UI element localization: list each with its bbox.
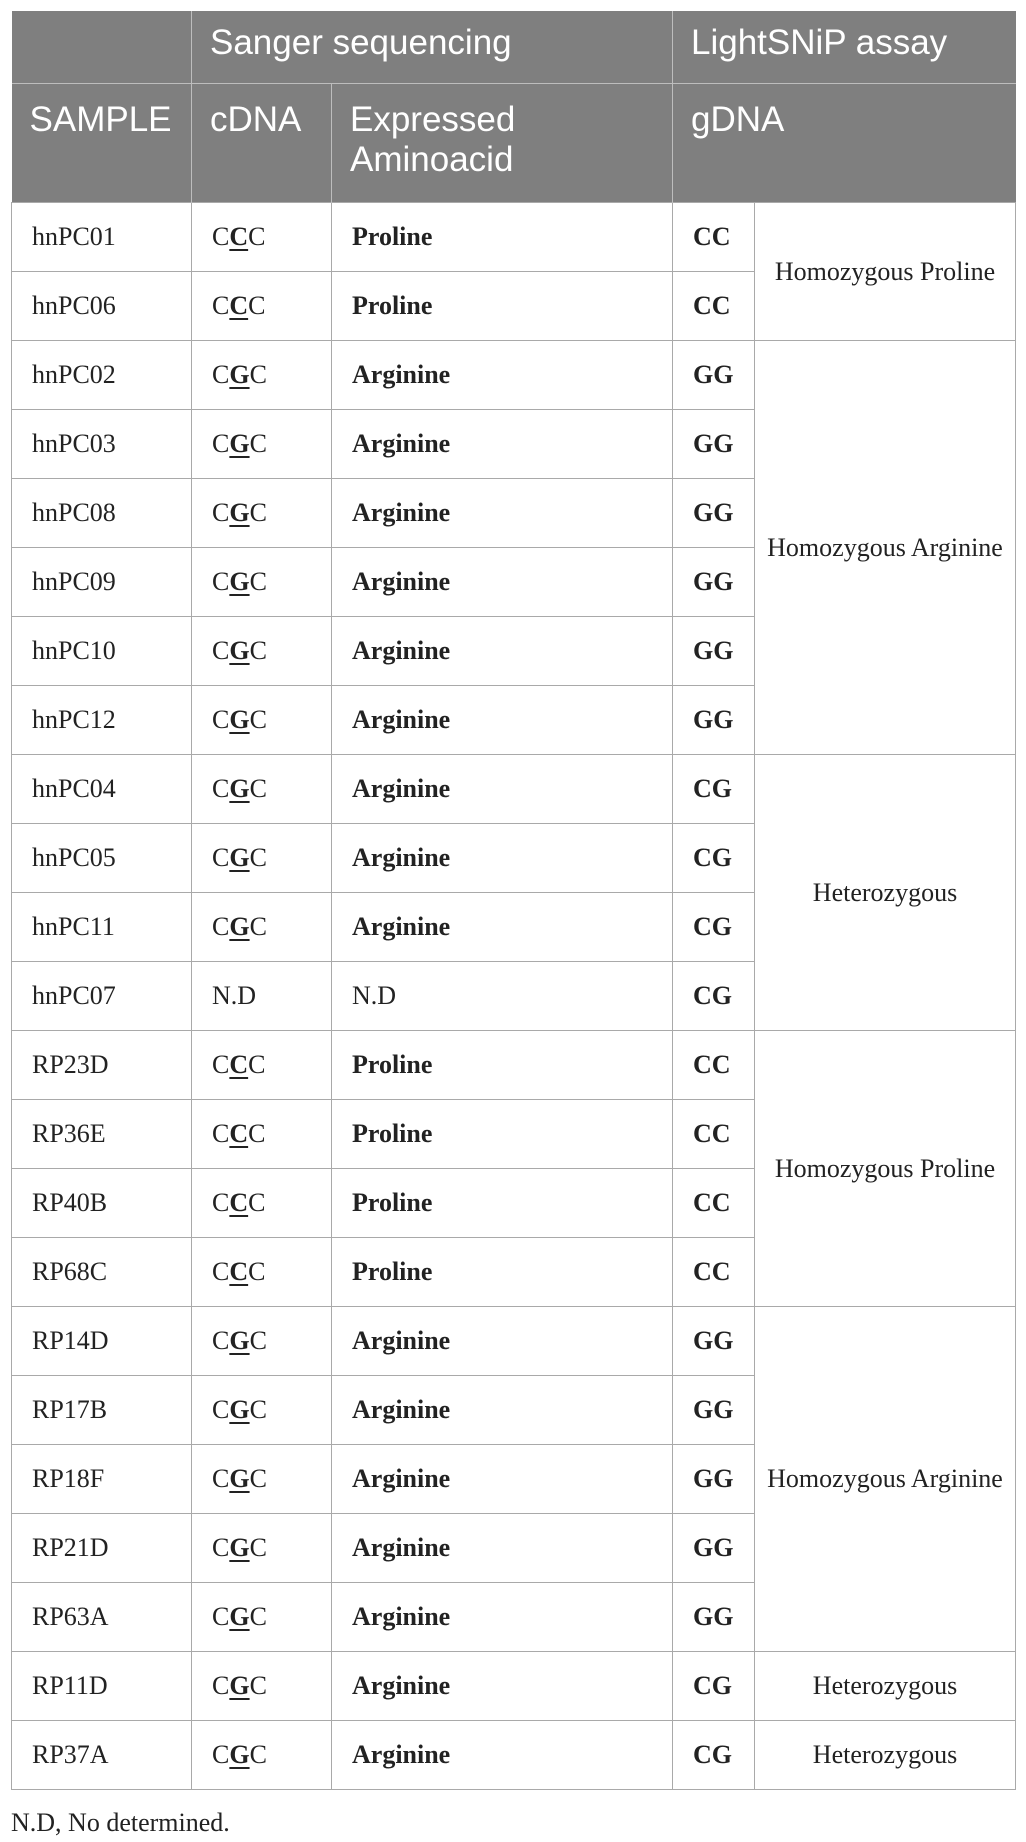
codon-base: C bbox=[248, 1188, 266, 1217]
header-gdna: gDNA bbox=[673, 84, 1016, 203]
cdna-cell bbox=[192, 1514, 332, 1583]
snp-base: G bbox=[229, 1464, 250, 1493]
codon-base: C bbox=[249, 1464, 267, 1493]
sample-cell: RP18F bbox=[12, 1445, 192, 1514]
snp-base: G bbox=[229, 636, 250, 665]
codon-base: C bbox=[248, 291, 266, 320]
footnote: N.D, No determined. bbox=[11, 1808, 230, 1837]
header-expressed-aminoacid: Expressed Aminoacid bbox=[332, 84, 673, 203]
sample-cell: hnPC04 bbox=[12, 755, 192, 824]
cdna-cell bbox=[192, 548, 332, 617]
genotype-call-cell: Heterozygous bbox=[755, 1652, 1016, 1721]
codon-base: C bbox=[212, 912, 230, 941]
codon-base: C bbox=[212, 1395, 230, 1424]
table-row bbox=[12, 1307, 1016, 1376]
gdna-cell: GG bbox=[673, 617, 755, 686]
cdna-cell bbox=[192, 893, 332, 962]
sample-cell: hnPC12 bbox=[12, 686, 192, 755]
snp-base: C bbox=[229, 1257, 249, 1286]
gdna-cell: CG bbox=[673, 893, 755, 962]
table-row bbox=[12, 1721, 1016, 1790]
snp-base: G bbox=[229, 1740, 250, 1769]
snp-base: G bbox=[229, 1395, 250, 1424]
codon-base: C bbox=[212, 774, 230, 803]
table-row bbox=[12, 1652, 1016, 1721]
aminoacid-cell: Proline bbox=[332, 272, 673, 341]
sample-cell: RP68C bbox=[12, 1238, 192, 1307]
genotype-call-cell: Homozygous Arginine bbox=[755, 1307, 1016, 1652]
aminoacid-cell: Arginine bbox=[332, 410, 673, 479]
header-column-row bbox=[12, 84, 1016, 203]
snp-base: G bbox=[229, 843, 250, 872]
codon-base: C bbox=[249, 429, 267, 458]
codon-base: C bbox=[249, 1671, 267, 1700]
snp-base: G bbox=[229, 705, 250, 734]
cdna-cell bbox=[192, 410, 332, 479]
cdna-cell bbox=[192, 1238, 332, 1307]
gdna-cell: GG bbox=[673, 1307, 755, 1376]
codon-base: C bbox=[249, 360, 267, 389]
codon-base: C bbox=[212, 1050, 230, 1079]
sample-cell: hnPC09 bbox=[12, 548, 192, 617]
codon-base: C bbox=[249, 498, 267, 527]
aminoacid-cell: Proline bbox=[332, 1169, 673, 1238]
sample-cell: RP21D bbox=[12, 1514, 192, 1583]
genotype-call-cell: Homozygous Proline bbox=[755, 1031, 1016, 1307]
table-row bbox=[12, 341, 1016, 410]
snp-base: G bbox=[229, 429, 250, 458]
codon-base: C bbox=[249, 1602, 267, 1631]
aminoacid-cell: Proline bbox=[332, 1031, 673, 1100]
snp-base: C bbox=[229, 222, 249, 251]
table-row bbox=[12, 1031, 1016, 1100]
snp-base: G bbox=[229, 774, 250, 803]
aminoacid-cell: Arginine bbox=[332, 1583, 673, 1652]
cdna-cell bbox=[192, 686, 332, 755]
aminoacid-cell: Arginine bbox=[332, 1721, 673, 1790]
codon-base: C bbox=[212, 1257, 230, 1286]
codon-base: C bbox=[212, 567, 230, 596]
genotype-table bbox=[11, 11, 1016, 1790]
aminoacid-cell: Proline bbox=[332, 203, 673, 272]
gdna-cell: CC bbox=[673, 272, 755, 341]
cdna-cell bbox=[192, 617, 332, 686]
sample-cell: hnPC02 bbox=[12, 341, 192, 410]
codon-base: C bbox=[212, 1119, 230, 1148]
codon-base: C bbox=[212, 291, 230, 320]
cdna-cell bbox=[192, 1031, 332, 1100]
gdna-cell: GG bbox=[673, 1445, 755, 1514]
gdna-cell: CG bbox=[673, 962, 755, 1031]
aminoacid-cell: Arginine bbox=[332, 1376, 673, 1445]
cdna-cell bbox=[192, 824, 332, 893]
codon-base: C bbox=[212, 843, 230, 872]
codon-base: C bbox=[212, 498, 230, 527]
aminoacid-cell: Arginine bbox=[332, 1514, 673, 1583]
aminoacid-cell: Arginine bbox=[332, 824, 673, 893]
gdna-cell: GG bbox=[673, 341, 755, 410]
cdna-cell bbox=[192, 203, 332, 272]
aminoacid-cell: Arginine bbox=[332, 1652, 673, 1721]
codon-base: C bbox=[212, 705, 230, 734]
sample-cell: hnPC10 bbox=[12, 617, 192, 686]
codon-base: C bbox=[212, 1533, 230, 1562]
sample-cell: RP63A bbox=[12, 1583, 192, 1652]
codon-base: C bbox=[249, 636, 267, 665]
gdna-cell: GG bbox=[673, 1376, 755, 1445]
aminoacid-cell: Arginine bbox=[332, 617, 673, 686]
codon-base: C bbox=[212, 1740, 230, 1769]
codon-base: C bbox=[212, 429, 230, 458]
gdna-cell: GG bbox=[673, 1583, 755, 1652]
snp-base: C bbox=[229, 1050, 249, 1079]
aminoacid-cell: Arginine bbox=[332, 479, 673, 548]
snp-base: G bbox=[229, 360, 250, 389]
codon-base: C bbox=[248, 1050, 266, 1079]
gdna-cell: CC bbox=[673, 1100, 755, 1169]
codon-base: C bbox=[248, 1119, 266, 1148]
codon-base: C bbox=[248, 1257, 266, 1286]
cdna-cell bbox=[192, 1583, 332, 1652]
gdna-cell: CG bbox=[673, 755, 755, 824]
aminoacid-cell: N.D bbox=[332, 962, 673, 1031]
codon-base: C bbox=[212, 1602, 230, 1631]
header-cdna: cDNA bbox=[192, 84, 332, 203]
gdna-cell: CC bbox=[673, 1031, 755, 1100]
header-group-row bbox=[12, 11, 1016, 84]
sample-cell: RP36E bbox=[12, 1100, 192, 1169]
header-blank bbox=[12, 11, 192, 84]
codon-base: C bbox=[212, 636, 230, 665]
cdna-cell bbox=[192, 479, 332, 548]
sample-cell: RP17B bbox=[12, 1376, 192, 1445]
cdna-cell: N.D bbox=[192, 962, 332, 1031]
sample-cell: hnPC01 bbox=[12, 203, 192, 272]
cdna-cell bbox=[192, 1445, 332, 1514]
aminoacid-cell: Arginine bbox=[332, 1445, 673, 1514]
sample-cell: hnPC03 bbox=[12, 410, 192, 479]
gdna-cell: CC bbox=[673, 203, 755, 272]
codon-base: C bbox=[249, 1533, 267, 1562]
genotype-call-cell: Heterozygous bbox=[755, 755, 1016, 1031]
codon-base: C bbox=[249, 1740, 267, 1769]
sample-cell: hnPC11 bbox=[12, 893, 192, 962]
cdna-cell bbox=[192, 341, 332, 410]
header-sanger-sequencing: Sanger sequencing bbox=[192, 11, 673, 84]
genotype-call-cell: Homozygous Proline bbox=[755, 203, 1016, 341]
aminoacid-cell: Proline bbox=[332, 1100, 673, 1169]
snp-base: G bbox=[229, 1671, 250, 1700]
cdna-cell bbox=[192, 1376, 332, 1445]
codon-base: C bbox=[249, 912, 267, 941]
snp-base: G bbox=[229, 1326, 250, 1355]
sample-cell: hnPC05 bbox=[12, 824, 192, 893]
snp-base: C bbox=[229, 1188, 249, 1217]
cdna-cell bbox=[192, 1100, 332, 1169]
aminoacid-cell: Arginine bbox=[332, 1307, 673, 1376]
codon-base: C bbox=[212, 1671, 230, 1700]
codon-base: C bbox=[212, 1326, 230, 1355]
gdna-cell: CG bbox=[673, 824, 755, 893]
snp-base: G bbox=[229, 1533, 250, 1562]
snp-base: G bbox=[229, 912, 250, 941]
sample-cell: RP37A bbox=[12, 1721, 192, 1790]
codon-base: C bbox=[249, 705, 267, 734]
gdna-cell: GG bbox=[673, 548, 755, 617]
sample-cell: RP11D bbox=[12, 1652, 192, 1721]
gdna-cell: GG bbox=[673, 686, 755, 755]
aminoacid-cell: Proline bbox=[332, 1238, 673, 1307]
genotype-call-cell: Homozygous Arginine bbox=[755, 341, 1016, 755]
gdna-cell: GG bbox=[673, 479, 755, 548]
cdna-cell bbox=[192, 1169, 332, 1238]
cdna-cell bbox=[192, 755, 332, 824]
sample-cell: hnPC06 bbox=[12, 272, 192, 341]
codon-base: C bbox=[249, 567, 267, 596]
codon-base: C bbox=[212, 360, 230, 389]
aminoacid-cell: Arginine bbox=[332, 686, 673, 755]
codon-base: C bbox=[212, 222, 230, 251]
table-row bbox=[12, 203, 1016, 272]
sample-cell: RP14D bbox=[12, 1307, 192, 1376]
codon-base: C bbox=[212, 1464, 230, 1493]
gdna-cell: CG bbox=[673, 1721, 755, 1790]
snp-base: C bbox=[229, 1119, 249, 1148]
gdna-cell: CG bbox=[673, 1652, 755, 1721]
gdna-cell: CC bbox=[673, 1169, 755, 1238]
table-body bbox=[12, 203, 1016, 1790]
snp-base: G bbox=[229, 1602, 250, 1631]
sample-cell: RP40B bbox=[12, 1169, 192, 1238]
codon-base: C bbox=[249, 1395, 267, 1424]
header-lightsnip-assay: LightSNiP assay bbox=[673, 11, 1016, 84]
codon-base: C bbox=[249, 1326, 267, 1355]
gdna-cell: GG bbox=[673, 1514, 755, 1583]
table-row bbox=[12, 755, 1016, 824]
snp-base: G bbox=[229, 567, 250, 596]
cdna-cell bbox=[192, 272, 332, 341]
aminoacid-cell: Arginine bbox=[332, 341, 673, 410]
aminoacid-cell: Arginine bbox=[332, 893, 673, 962]
gdna-cell: CC bbox=[673, 1238, 755, 1307]
sample-cell: RP23D bbox=[12, 1031, 192, 1100]
snp-base: G bbox=[229, 498, 250, 527]
codon-base: C bbox=[249, 774, 267, 803]
codon-base: C bbox=[212, 1188, 230, 1217]
cdna-cell bbox=[192, 1652, 332, 1721]
sample-cell: hnPC07 bbox=[12, 962, 192, 1031]
sample-cell: hnPC08 bbox=[12, 479, 192, 548]
gdna-cell: GG bbox=[673, 410, 755, 479]
header-sample: SAMPLE bbox=[12, 84, 192, 203]
codon-base: C bbox=[248, 222, 266, 251]
aminoacid-cell: Arginine bbox=[332, 548, 673, 617]
cdna-cell bbox=[192, 1307, 332, 1376]
aminoacid-cell: Arginine bbox=[332, 755, 673, 824]
cdna-cell bbox=[192, 1721, 332, 1790]
codon-base: C bbox=[249, 843, 267, 872]
snp-base: C bbox=[229, 291, 249, 320]
genotype-call-cell: Heterozygous bbox=[755, 1721, 1016, 1790]
